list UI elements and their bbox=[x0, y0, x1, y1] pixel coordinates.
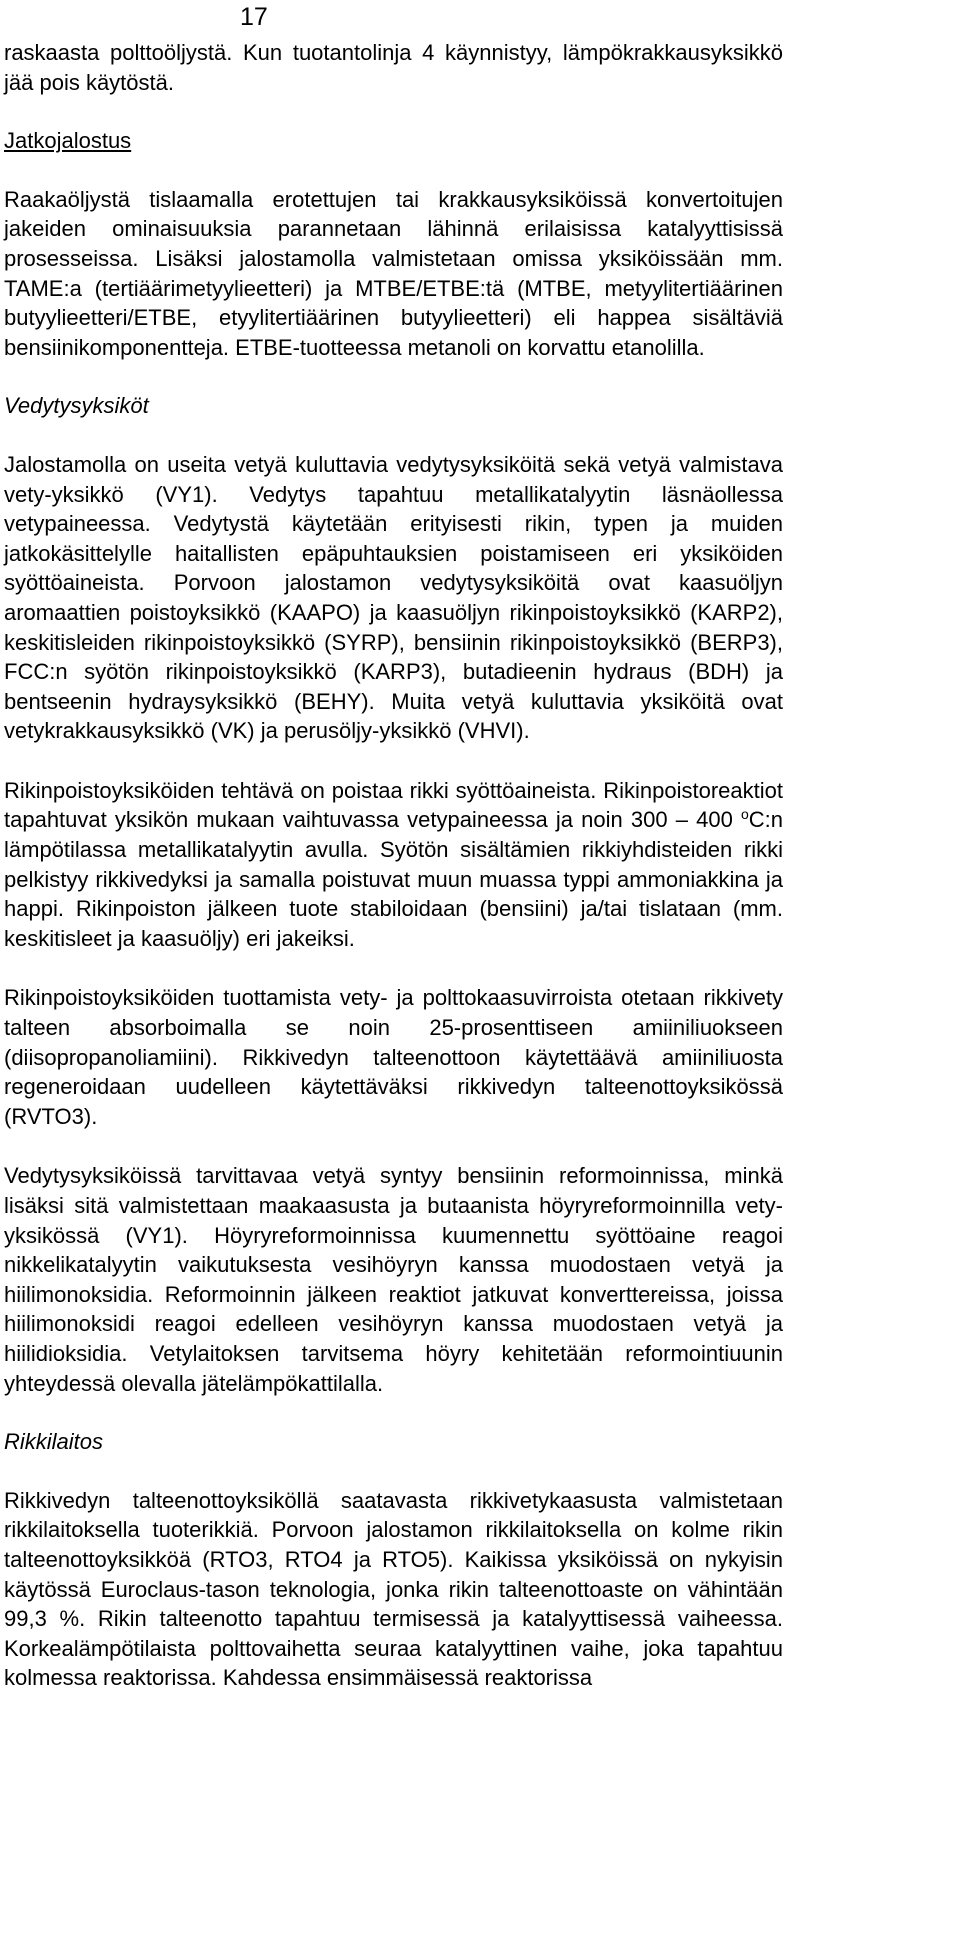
jatkojalostus-paragraph: Raakaöljystä tislaamalla erotettujen tai krakkausyksiköissä konvertoitujen jakeiden ominaisuuksia parannetaan lähinnä erilaisissa katalyyttisissä prosesseissa. Lisäksi jalostamolla valmistetaan omissa yksiköissään mm. TAME:a (tertiäärimetyylieetteri) ja MTBE/ETBE:tä (MTBE, metyylitertiäärinen butyylieetteri/ETBE, etyylitertiäärinen butyylieetteri) eli happea sisältäviä bensiinikomponentteja. ETBE-tuotteessa metanoli on korvattu etanolilla. bbox=[4, 186, 783, 360]
spacer bbox=[4, 97, 783, 126]
page-number: 17 bbox=[240, 3, 268, 31]
intro-paragraph: raskaasta polttoöljystä. Kun tuotantolinja 4 käynnistyy, lämpökrakkausyksikkö jää pois käytöstä. bbox=[4, 40, 783, 95]
vedytys-paragraph-3: Rikinpoistoyksiköiden tuottamista vety- ja polttokaasuvirroista otetaan rikkivety talteen absorboimalla se noin 25-prosenttiseen amiiniliuokseen (diisopropanoliamiini). Rikkivedyn talteenottoon käytettäävä amiiniliuosta regeneroidaan uudelleen käytettäväksi rikkivedyn talteenottoyksikössä (RVTO3). bbox=[4, 985, 783, 1129]
document-body bbox=[4, 38, 783, 1693]
rikkilaitos-paragraph: Rikkivedyn talteenottoyksiköllä saatavasta rikkivetykaasusta valmistetaan rikkilaitoksella tuoterikkiä. Porvoon jalostamon rikkilaitoksella on kolme rikin talteenottoyksikköä (RTO3, RTO4 ja RTO5). Kaikissa yksiköissä on nykyisin käytössä Euroclaus-tason teknologia, jonka rikin talteenottoaste on vähintään 99,3 %. Rikin talteenotto tapahtuu termisessä ja katalyyttisessä vaiheessa. Korkealämpötilaista polttovaihetta seuraa katalyyttinen vaihe, joka tapahtuu kolmessa reaktorissa. Kahdessa ensimmäisessä reaktorissa bbox=[4, 1487, 783, 1691]
heading-jatkojalostus: Jatkojalostus bbox=[4, 128, 132, 154]
spacer bbox=[4, 953, 783, 983]
spacer bbox=[4, 746, 783, 776]
vedytys-paragraph-2 bbox=[4, 776, 783, 954]
degree-superscript: o bbox=[740, 806, 749, 823]
spacer bbox=[4, 1457, 783, 1486]
spacer bbox=[4, 421, 783, 450]
spacer bbox=[4, 1131, 783, 1161]
vedytys-paragraph-4: Vedytysyksiköissä tarvittavaa vetyä syntyy bensiinin reformoinnissa, minkä lisäksi sitä valmistettaan maakaasusta ja butaanista höyryreformoinnilla vety-yksikössä (VY1). Höyryreformoinnissa kuumennettu syöttöaine reagoi nikkelikatalyytin vaikutuksesta vesihöyryn kanssa muodostaen vetyä ja hiilimonoksidia. Reformoinnin jälkeen reaktiot jatkuvat konverttereissa, joissa hiilimonoksidi reagoi edelleen vesihöyryn kanssa muodostaen vetyä ja hiilidioksidia. Vetylaitoksen tarvitsema höyry kehitetään reformointiuunin yhteydessä olevalla jätelämpökattilalla. bbox=[4, 1163, 783, 1396]
vedytys-paragraph-2-text: Rikinpoistoyksiköiden tehtävä on poistaa rikki syöttöaineista. Rikinpoistoreaktiot tapahtuvat yksikön mukaan vaihtuvassa vetypaineessa ja noin 300 – 400 bbox=[4, 777, 783, 833]
spacer bbox=[4, 362, 783, 391]
heading-rikkilaitos: Rikkilaitos bbox=[4, 1429, 104, 1455]
vedytys-paragraph-2-text-cont: C:n lämpötilassa metallikatalyytin avulla. Syötön sisältämien rikkiyhdisteiden rikki pelkistyy rikkivedyksi ja samalla poistuvat muun muassa typpi ammoniakkina ja happi. Rikinpoiston jälkeen tuote stabiloidaan (bensiini) ja/tai tislataan (mm. keskitisleet ja kaasuöljy) eri jakeiksi. bbox=[4, 807, 783, 951]
spacer bbox=[4, 1398, 783, 1427]
heading-vedytysyksikot: Vedytysyksiköt bbox=[4, 393, 149, 419]
spacer bbox=[4, 156, 783, 185]
vedytys-paragraph-1: Jalostamolla on useita vetyä kuluttavia vedytysyksiköitä sekä vetyä valmistava vety-yksikkö (VY1). Vedytys tapahtuu metallikatalyytin läsnäollessa vetypaineessa. Vedytystä käytetään erityisesti rikin, typen ja muiden jatkokäsittelylle haitallisten epäpuhtauksien poistamiseen eri yksiköiden syöttöaineista. Porvoon jalostamon vedytysyksiköitä ovat kaasuöljyn aromaattien poistoyksikkö (KAAPO) ja kaasuöljyn rikinpoistoyksikkö (KARP2), keskitisleiden rikinpoistoyksikkö (SYRP), bensiinin rikinpoistoyksikkö (BERP3), FCC:n syötön rikinpoistoyksikkö (KARP3), butadieenin hydraus (BDH) ja bentseenin hydraysyksikkö (BEHY). Muita vetyä kuluttavia yksiköitä ovat vetykrakkausyksikkö (VK) ja perusöljy-yksikkö (VHVI). bbox=[4, 451, 783, 744]
